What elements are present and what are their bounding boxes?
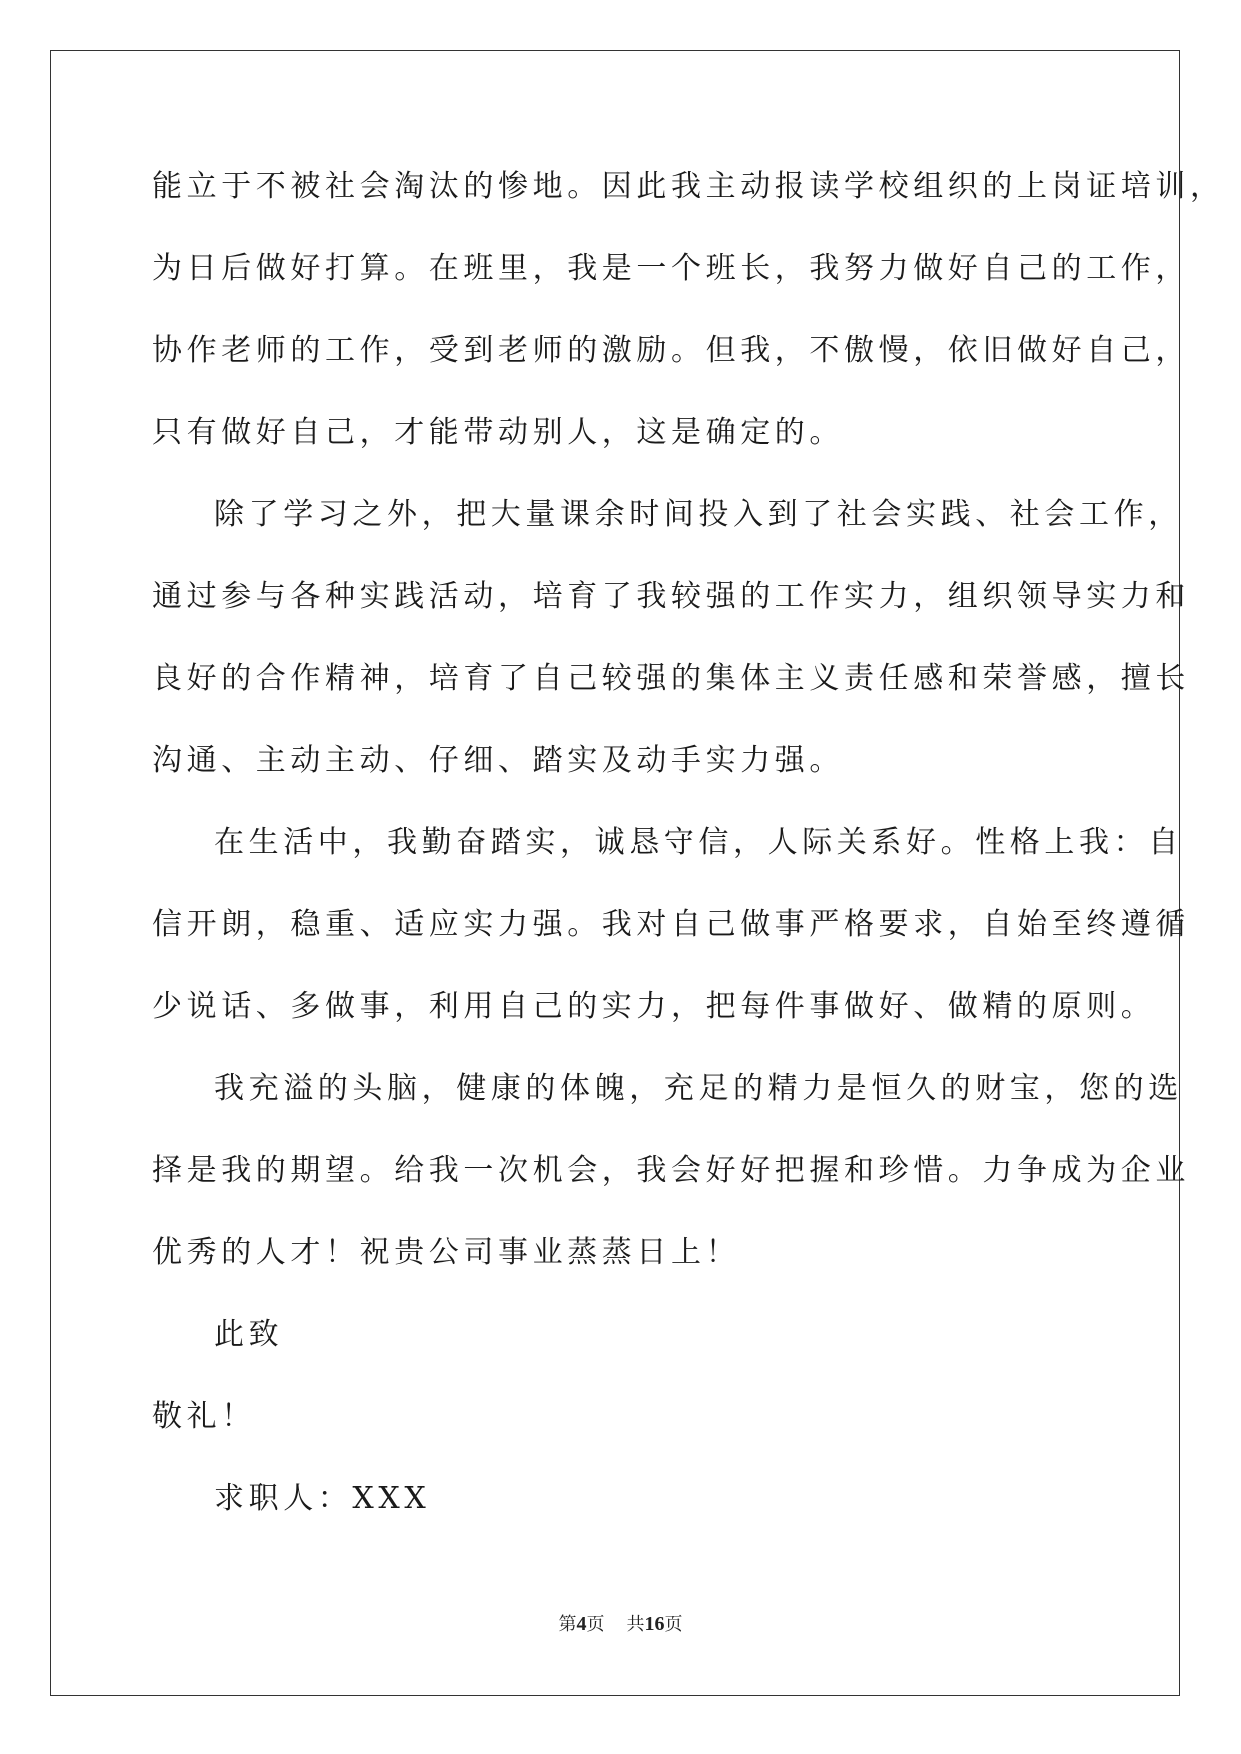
footer-page-suffix: 页 xyxy=(586,1614,605,1635)
current-page-number: 4 xyxy=(576,1613,587,1635)
footer-prefix: 第 xyxy=(558,1614,577,1635)
text-line: 通过参与各种实践活动，培育了我较强的工作实力，组织领导实力和 xyxy=(152,579,1190,614)
footer-total-suffix: 页 xyxy=(664,1614,683,1635)
closing-regards: 敬礼！ xyxy=(152,1399,256,1434)
text-line: 优秀的人才！祝贵公司事业蒸蒸日上！ xyxy=(152,1235,741,1270)
text-line: 为日后做好打算。在班里，我是一个班长，我努力做好自己的工作， xyxy=(152,251,1190,286)
signature-line: 求职人：XXX xyxy=(214,1481,431,1516)
closing-salutation: 此致 xyxy=(214,1317,284,1352)
document-body xyxy=(152,162,1225,1556)
paragraph-start-line: 除了学习之外，把大量课余时间投入到了社会实践、社会工作， xyxy=(214,497,1183,532)
text-line: 只有做好自己，才能带动别人，这是确定的。 xyxy=(152,415,844,450)
text-line: 沟通、主动主动、仔细、踏实及动手实力强。 xyxy=(152,743,844,778)
paragraph-start-line: 在生活中，我勤奋踏实，诚恳守信，人际关系好。性格上我：自 xyxy=(214,825,1183,860)
footer-total-prefix: 共 xyxy=(626,1614,645,1635)
text-line: 择是我的期望。给我一次机会，我会好好把握和珍惜。力争成为企业 xyxy=(152,1153,1190,1188)
text-line: 协作老师的工作，受到老师的激励。但我，不傲慢，依旧做好自己， xyxy=(152,333,1190,368)
total-page-count: 16 xyxy=(644,1613,665,1635)
text-line: 能立于不被社会淘汰的惨地。因此我主动报读学校组织的上岗证培训， xyxy=(152,169,1225,204)
paragraph-start-line: 我充溢的头脑，健康的体魄，充足的精力是恒久的财宝，您的选 xyxy=(214,1071,1183,1106)
page-footer xyxy=(0,1610,1241,1636)
text-line: 信开朗，稳重、适应实力强。我对自己做事严格要求，自始至终遵循 xyxy=(152,907,1190,942)
text-line: 少说话、多做事，利用自己的实力，把每件事做好、做精的原则。 xyxy=(152,989,1156,1024)
text-line: 良好的合作精神，培育了自己较强的集体主义责任感和荣誉感，擅长 xyxy=(152,661,1190,696)
